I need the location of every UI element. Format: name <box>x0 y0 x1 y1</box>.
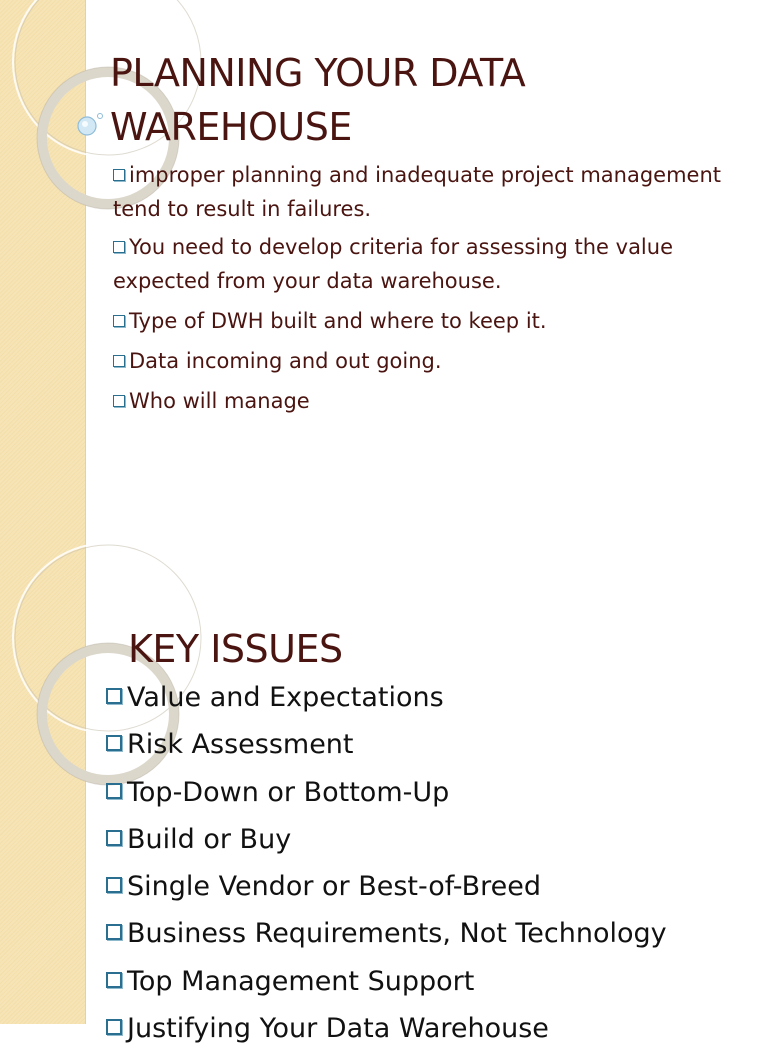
bullet-text: Top-Down or Bottom-Up <box>127 776 450 808</box>
list-item <box>113 158 743 226</box>
checkbox-bullet-icon <box>106 688 122 704</box>
bullet-text: Business Requirements, Not Technology <box>127 918 667 950</box>
bullet-text: Single Vendor or Best-of-Breed <box>127 871 541 903</box>
checkbox-bullet-icon <box>106 783 122 799</box>
checkbox-bullet-icon <box>106 830 122 846</box>
bullet-text: Risk Assessment <box>127 729 354 761</box>
checkbox-bullet-icon <box>113 241 125 253</box>
checkbox-bullet-icon <box>106 1019 122 1035</box>
list-item <box>106 816 756 863</box>
list-item <box>106 769 756 816</box>
bullet-text: Top Management Support <box>127 965 475 997</box>
checkbox-bullet-icon <box>106 924 122 940</box>
slide-key-issues <box>0 576 768 1045</box>
checkbox-bullet-icon <box>113 355 125 367</box>
slide-title: KEY ISSUES <box>128 627 343 671</box>
bullet-text: Who will manage <box>129 389 310 413</box>
list-item <box>113 384 743 418</box>
bullet-text: Type of DWH built and where to keep it. <box>129 309 547 333</box>
checkbox-bullet-icon <box>113 169 125 181</box>
list-item <box>106 721 756 768</box>
checkbox-bullet-icon <box>106 972 122 988</box>
bullet-text: Justifying Your Data Warehouse <box>127 1013 549 1045</box>
checkbox-bullet-icon <box>113 395 125 407</box>
list-item <box>113 304 743 338</box>
bullet-text: Build or Buy <box>127 823 292 855</box>
list-item <box>106 958 756 1005</box>
bullet-list <box>106 674 756 1052</box>
bullet-text: Data incoming and out going. <box>129 349 442 373</box>
bullet-text: You need to develop criteria for assessing the value expected from your data warehouse. <box>113 235 674 293</box>
list-item <box>106 674 756 721</box>
checkbox-bullet-icon <box>106 735 122 751</box>
bullet-list <box>113 158 743 424</box>
checkbox-bullet-icon <box>113 315 125 327</box>
list-item <box>106 863 756 910</box>
checkbox-bullet-icon <box>106 877 122 893</box>
list-item <box>106 1005 756 1052</box>
list-item <box>106 910 756 957</box>
bullet-text: improper planning and inadequate project management tend to result in failures. <box>113 163 722 221</box>
list-item <box>113 344 743 378</box>
bullet-text: Value and Expectations <box>127 682 444 713</box>
list-item <box>113 230 743 298</box>
slide-title: PLANNING YOUR DATA WAREHOUSE <box>110 51 526 149</box>
